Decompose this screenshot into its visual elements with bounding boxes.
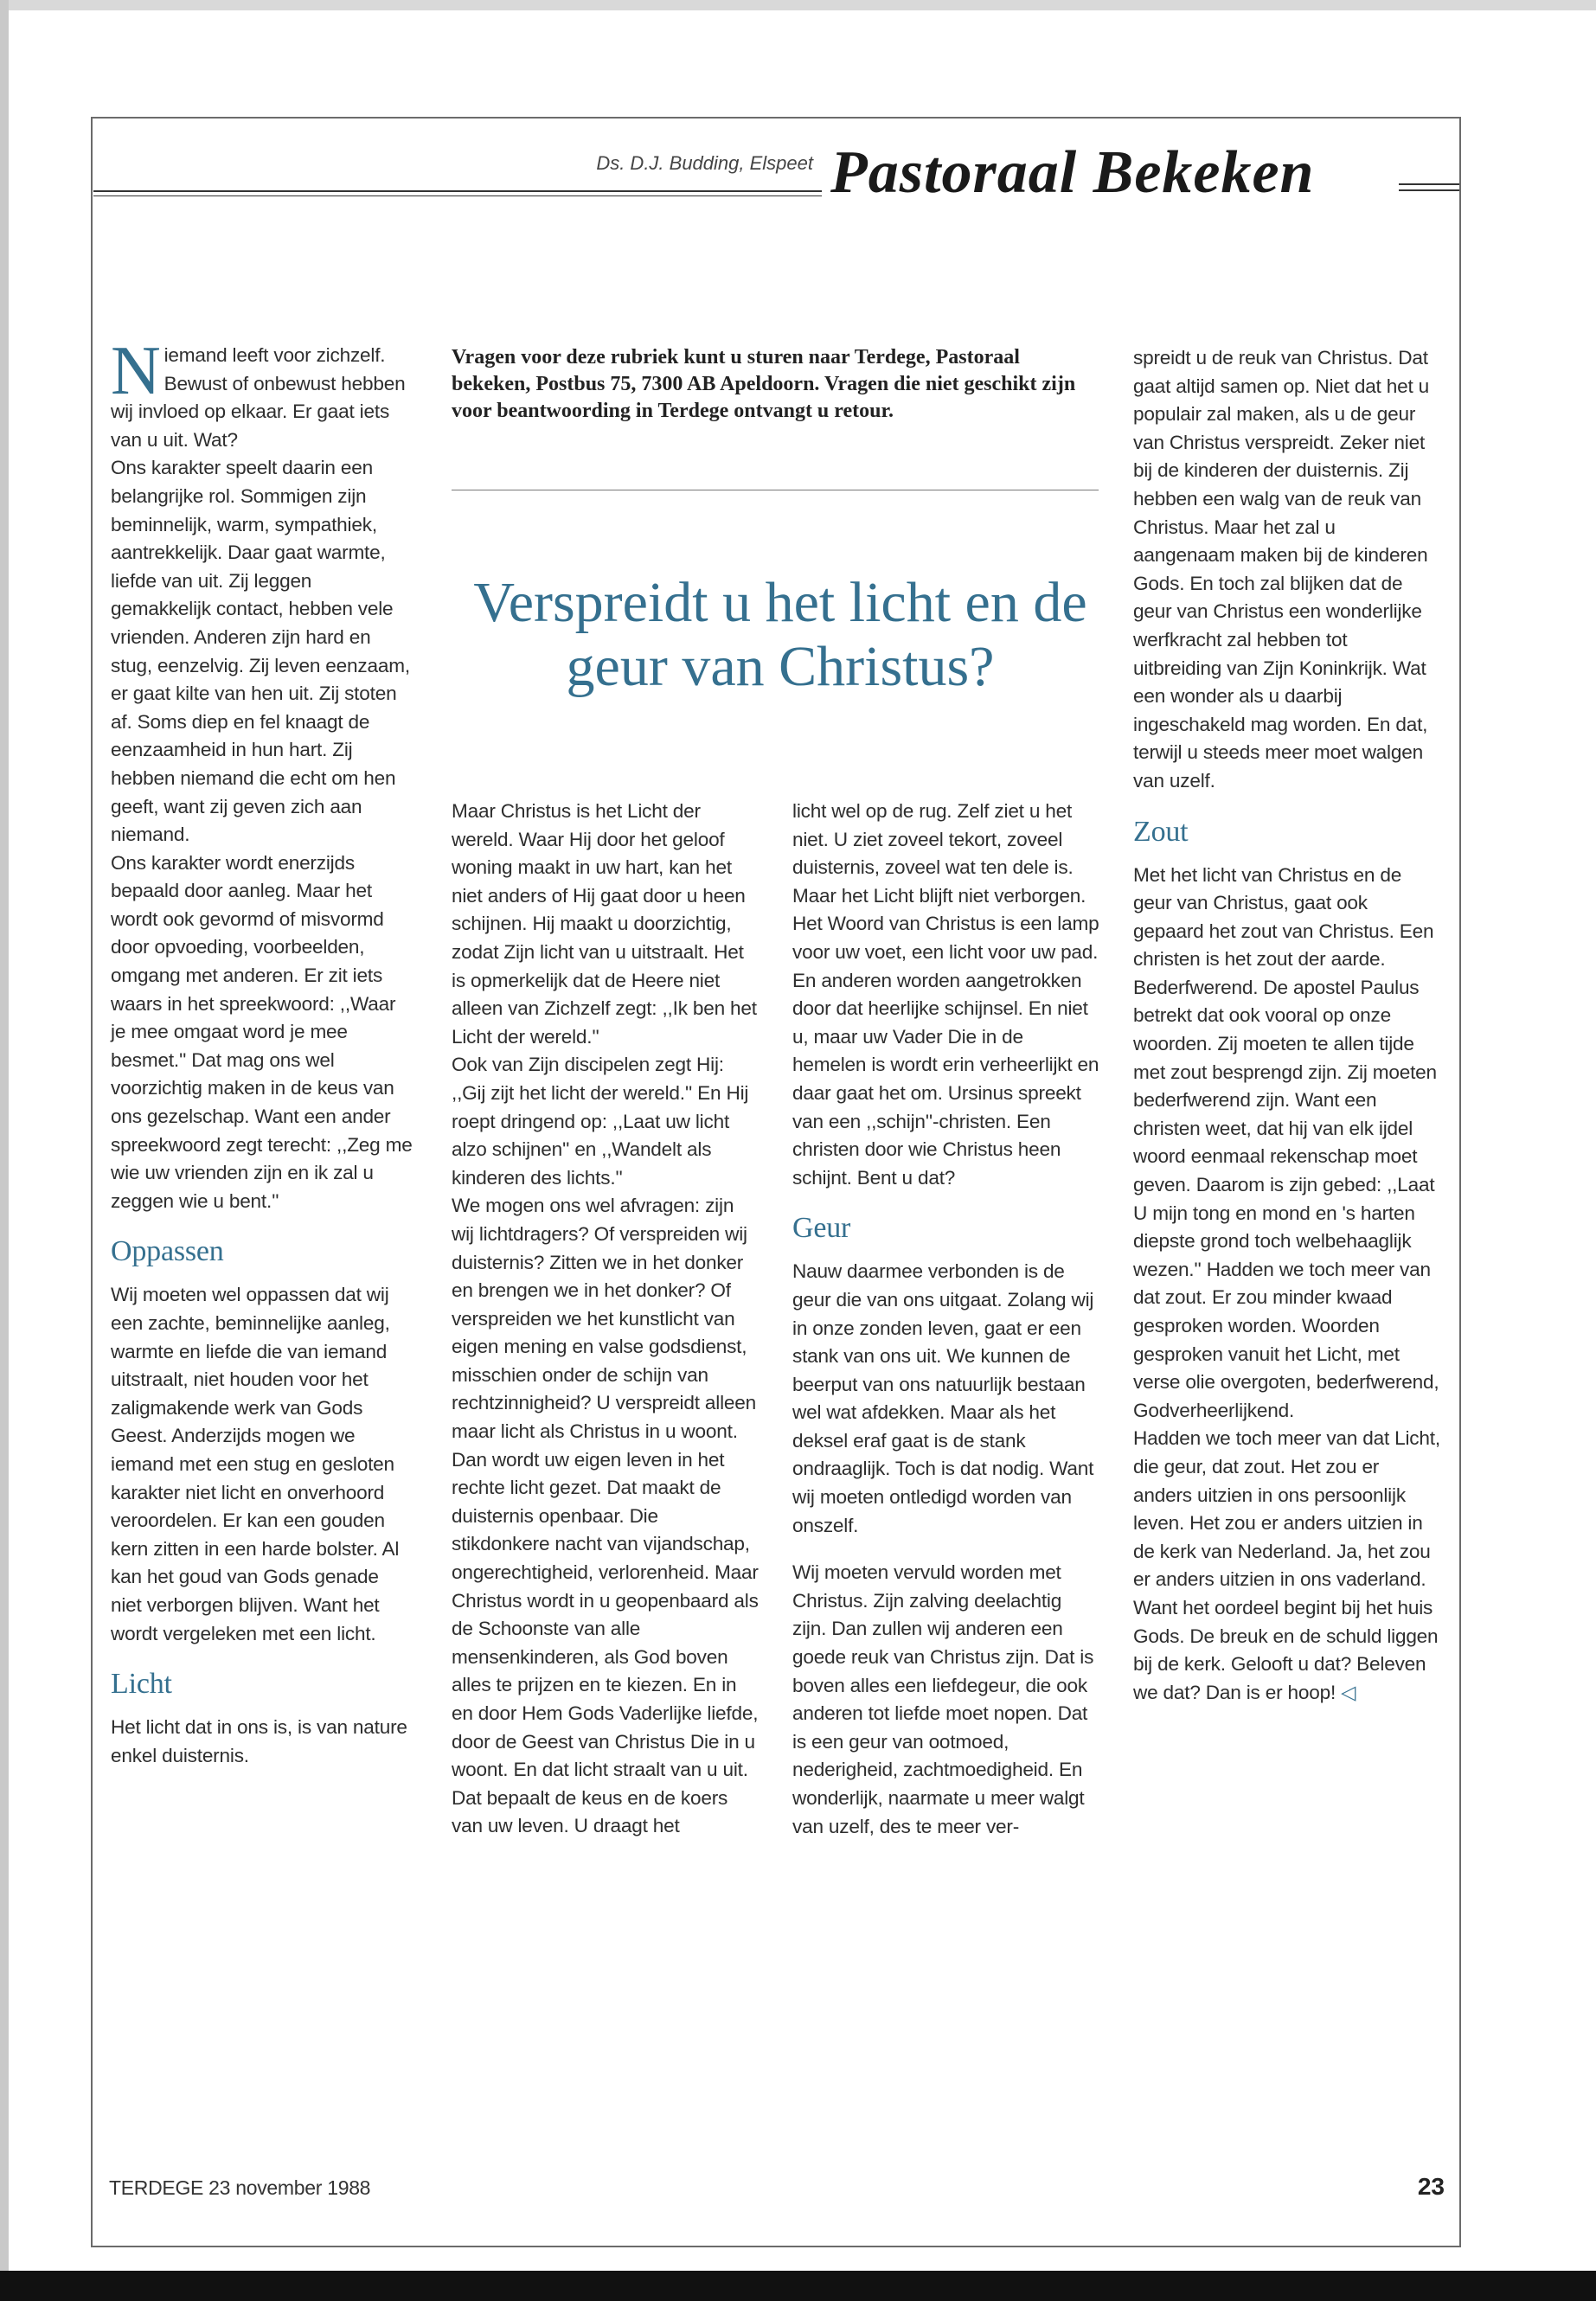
- paragraph: We mogen ons wel afvragen: zijn wij lichtdragers? Of verspreiden wij duisternis? Zitten we in het donker en brengen we in het donker? Of verspreiden we het kunstlicht van eigen mening en valse godsdienst, misschien onder de schijn van rechtzinnigheid? U verspreidt alleen maar licht als Christus in u woont. Dan wordt uw eigen leven in het rechte licht gezet. Dat maakt de duisternis openbaar. Die stikdonkere nacht van vijandschap, ongerechtigheid, verlorenheid. Maar Christus wordt in u geopenbaard als de Schoonste van alle mensenkinderen, als God boven alles te prijzen en te kiezen. En in en door Hem Gods Vaderlijke liefde, door de Geest van Christus Die in u woont. En dat licht straalt van u uit. Dat bepaalt de keus en de koers van uw leven. U draagt het: [452, 1195, 759, 1837]
- subheading-zout: Zout: [1133, 815, 1189, 848]
- subheading-oppassen: Oppassen: [111, 1235, 224, 1268]
- header-rule-right: [1399, 183, 1459, 185]
- paragraph: Maar Christus is het Licht der wereld. Waar Hij door het geloof woning maakt in uw hart, kan het niet anders of Hij gaat door u heen schijnen. Hij maakt u doorzichtig, zodat Zijn licht van u uitstraalt. Het is opmerkelijk dat de Heere niet alleen van Zichzelf zegt: ,,Ik ben het Licht der wereld.'': [452, 800, 757, 1048]
- closing-text: Hadden we toch meer van dat Licht, die geur, dat zout. Het zou er anders uitzien in ons persoonlijk leven. Het zou er anders uitzien in de kerk van Nederland. Ja, het zou er anders uitzien in ons vaderland. Want het oordeel begint bij het huis Gods. De breuk en de schuld liggen bij de kerk. Gelooft u dat? Beleven we dat? Dan is er hoop!: [1133, 1427, 1440, 1703]
- paragraph: Ons karakter speelt daarin een belangrijke rol. Sommigen zijn beminnelijk, warm, sympathiek, aantrekkelijk. Daar gaat warmte, liefde van uit. Zij leggen gemakkelijk contact, hebben vele vrienden. Anderen zijn hard en stug, eenzelvig. Zij leven eenzaam, er gaat kilte van hen uit. Zij stoten af. Soms diep en fel knaagt de eenzaamheid in hun hart. Zij hebben niemand die echt om hen geeft, want zij geven zich aan niemand.: [111, 457, 410, 846]
- paragraph: Nauw daarmee verbonden is de geur die van ons uitgaat. Zolang wij in onze zonden leven, gaat er een stank van ons uit. We kunnen de beerput van ons natuurlijk bestaan wel wat afdekken. Maar als het deksel eraf gaat is de stank ondraaglijk. Toch is dat nodig. Want wij moeten ontledigd worden van onszelf.: [792, 1260, 1094, 1536]
- paragraph: Met het licht van Christus en de geur van Christus, gaat ook gepaard het zout van Christus. Een christen is het zout der aarde. Bederfwerend. De apostel Paulus betrekt dat ook vooral op onze woorden. Zij moeten te allen tijde met zout besprengd zijn. Zij moeten bederfwerend zijn. Want een christen weet, dat hij van elk ijdel woord eenmaal rekenschap moet geven. Daarom is zijn gebed: ,,Laat U mijn tong en mond en 's harten diepste grond toch welbehaaglijk wezen.'' Hadden we toch meer van dat zout. Er zou minder kwaad gesproken worden. Woorden gesproken vanuit het Licht, met verse olie overgoten, bederfwerend, Godverheerlijkend.: [1133, 863, 1439, 1421]
- editor-note: Vragen voor deze rubriek kunt u sturen naar Terdege, Pastoraal bekeken, Postbus 75, 7300 AB Apeldoorn. Vragen die niet geschikt zijn voor beantwoording in Terdege ontvangt u retour.: [452, 346, 1076, 422]
- scan-edge-top: [0, 0, 1596, 10]
- footer-publication: TERDEGE 23 november 1988: [109, 2176, 371, 2199]
- page-number: 23: [1417, 2173, 1445, 2200]
- header-rule-left-thin: [93, 195, 822, 196]
- closing-paragraph: [1133, 1425, 1440, 1707]
- subheading-geur: Geur: [792, 1212, 851, 1245]
- header-rule-right-2: [1399, 189, 1459, 191]
- column-3: [792, 798, 1099, 1841]
- scan-edge-bottom: [0, 2271, 1596, 2301]
- subheading-licht: Licht: [111, 1668, 172, 1701]
- scan-edge-left: [0, 0, 9, 2301]
- paragraph: Wij moeten wel oppassen dat wij een zachte, beminnelijke aanleg, warmte en liefde die van iemand uitstraalt, niet houden voor het zaligmakende werk van Gods Geest. Anderzijds mogen we iemand met een stug en gesloten karakter niet licht en onverhoord veroordelen. Er kan een gouden kern zitten in een harde bolster. Al kan het goud van Gods genade niet verborgen blijven. Want het wordt vergeleken met een licht.: [111, 1284, 400, 1644]
- end-mark-icon: ◁: [1341, 1681, 1356, 1703]
- paragraph: licht wel op de rug. Zelf ziet u het niet. U ziet zoveel tekort, zoveel duisternis, zoveel wat ten dele is. Maar het Licht blijft niet verborgen. Het Woord van Christus is een lamp voor uw voet, een licht voor uw pad. En anderen worden aangetrokken door dat heerlijke schijnsel. En niet u, maar uw Vader Die in de hemelen is wordt erin verheerlijkt en daar gaat het om. Ursinus spreekt van een ,,schijn''-christen. Een christen door wie Christus heen schijnt. Bent u dat?: [792, 800, 1099, 1189]
- column-4: [1133, 344, 1440, 1707]
- paragraph: Het licht dat in ons is, is van nature enkel duisternis.: [111, 1716, 407, 1766]
- column-2: [452, 798, 759, 1841]
- author-byline: Ds. D.J. Budding, Elspeet: [596, 152, 813, 174]
- header-rule-left: [93, 190, 822, 192]
- paragraph: Wij moeten vervuld worden met Christus. Zijn zalving deelachtig zijn. Dan zullen wij anderen een goede reuk van Christus zijn. Dat is boven alles een liefdegeur, die ook anderen tot liefde moet nopen. Dat is een geur van ootmoed, nederigheid, zachtmoedigheid. En wonderlijk, naarmate u meer walgt van uzelf, des te meer ver-: [792, 1561, 1094, 1837]
- paragraph: spreidt u de reuk van Christus. Dat gaat altijd samen op. Niet dat het u populair zal maken, als u de geur van Christus verspreidt. Zeker niet bij de kinderen der duisternis. Zij hebben een walg van de reuk van Christus. Maar het zal u aangenaam maken bij de kinderen Gods. En toch zal blijken dat de geur van Christus een wonderlijke werfkracht zal hebben tot uitbreiding van Zijn Koninkrijk. Wat een wonder als u daarbij ingeschakeld mag worden. En dat, terwijl u steeds meer moet walgen van uzelf.: [1133, 347, 1429, 792]
- paragraph: Ook van Zijn discipelen zegt Hij: ,,Gij zijt het licht der wereld.'' En Hij roept dringend op: ,,Laat uw licht alzo schijnen'' en ,,Wandelt als kinderen des lichts.'': [452, 1054, 749, 1189]
- intro-paragraph: [111, 333, 413, 454]
- paragraph: Ons karakter wordt enerzijds bepaald door aanleg. Maar het wordt ook gevormd of misvormd door opvoeding, voorbeelden, omgang met anderen. Er zit iets waars in het spreekwoord: ,,Waar je mee omgaat word je mee besmet.'' Dat mag ons wel voorzichtig maken in de keus van ons gezelschap. Want een ander spreekwoord zegt terecht: ,,Zeg me wie uw vrienden zijn en ik zal u zeggen wie u bent.'': [111, 851, 413, 1212]
- article-headline: Verspreidt u het licht en de geur van Christus?: [473, 571, 1087, 698]
- column-1: [111, 333, 413, 1770]
- intro-text: iemand leeft voor zichzelf. Bewust of onbewust hebben wij invloed op elkaar. Er gaat iets van u uit. Wat?: [111, 344, 406, 451]
- drop-cap: N: [111, 333, 161, 409]
- section-title: Pastoraal Bekeken: [830, 139, 1315, 206]
